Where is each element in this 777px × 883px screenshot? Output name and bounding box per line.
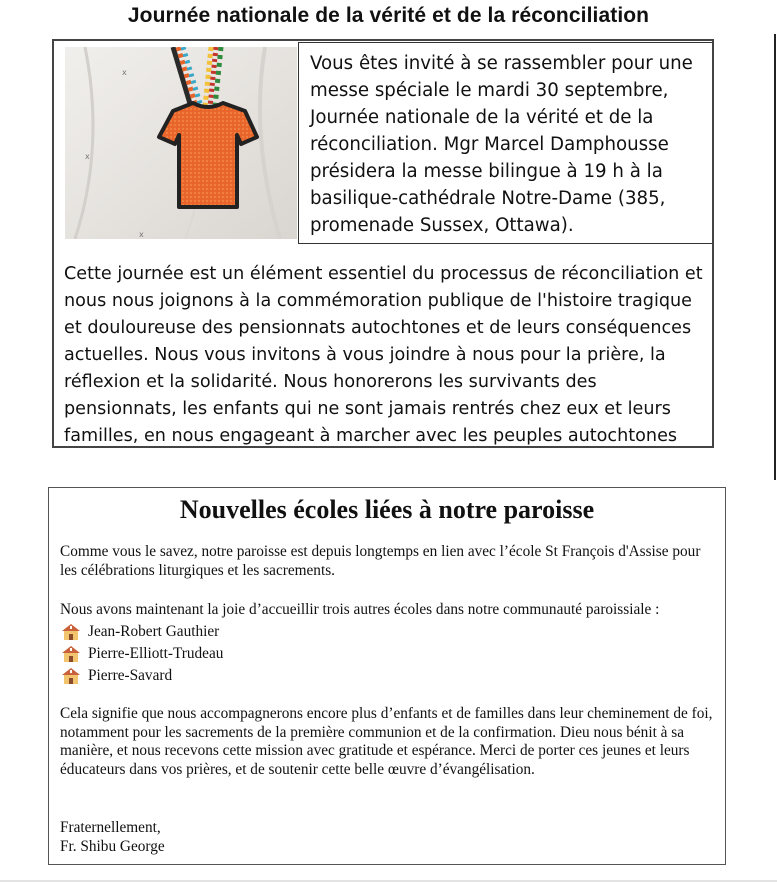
school-icon (61, 623, 81, 641)
list-item (61, 643, 223, 665)
svg-text:x: x (122, 68, 127, 77)
mass-announcement: Vous êtes invité à se rassembler pour une messe spéciale le mardi 30 septembre, Journée nationale de la vérité et de la réconciliation. Mgr Marcel Damphousse présidera la messe bilingue à 19 h à la basilique-cathédrale Notre-Dame (385, promenade Sussex, Ottawa). (298, 42, 714, 244)
new-schools-article (48, 487, 726, 865)
schools-list (61, 621, 223, 687)
school-icon (61, 667, 81, 685)
signature-block (60, 819, 720, 856)
school-icon (61, 645, 81, 663)
page-title: Journée nationale de la vérité et de la réconciliation (127, 4, 650, 27)
truth-reconciliation-article (52, 39, 714, 448)
body-paragraph: Cela signifie que nous accompagnerons encore plus d’enfants et de familles dans leur cheminement de foi, notamment pour les sacrements de la première communion et de la confirmation. Dieu nous bénit à sa manière, et nous recevons cette mission avec gratitude et espérance. Merci de porter ces jeunes et leurs éducateurs dans vos prières, et de soutenir cette belle œuvre d’évangélisation. (60, 705, 713, 778)
article-title: Nouvelles écoles liées à notre paroisse (179, 495, 595, 524)
intro-paragraph: Comme vous le savez, notre paroisse est depuis longtemps en lien avec l’école St François d'Assise pour les célébrations liturgiques et les sacrements. (60, 543, 701, 579)
lead-paragraph: Nous avons maintenant la joie d’accueillir trois autres écoles dans notre communauté paroissiale : (60, 601, 660, 618)
page-bottom-divider (0, 880, 777, 882)
list-item (61, 621, 223, 643)
article-body: Cette journée est un élément essentiel du processus de réconciliation et nous nous joignons à la commémoration publique de l'histoire tragique et douloureuse des pensionnats autochtones et de leurs conséquences actuelles. Nous vous invitons à vous joindre à nous pour la prière, la réflexion et la solidarité. Nous honorerons les survivants des pensionnats, les enfants qui ne sont jamais rentrés chez eux et leurs familles, en nous engageant à marcher avec les peuples autochtones (64, 264, 703, 446)
list-item (61, 665, 223, 687)
school-name: Pierre-Elliott-Trudeau (88, 645, 224, 662)
signature: Fr. Shibu George (60, 837, 165, 855)
svg-text:x: x (139, 230, 144, 239)
orange-shirt-photo (65, 47, 297, 239)
school-name: Pierre-Savard (88, 667, 173, 684)
column-divider (774, 34, 776, 480)
closing: Fraternellement, (60, 819, 161, 836)
svg-text:x: x (85, 152, 90, 161)
school-name: Jean-Robert Gauthier (88, 623, 220, 640)
